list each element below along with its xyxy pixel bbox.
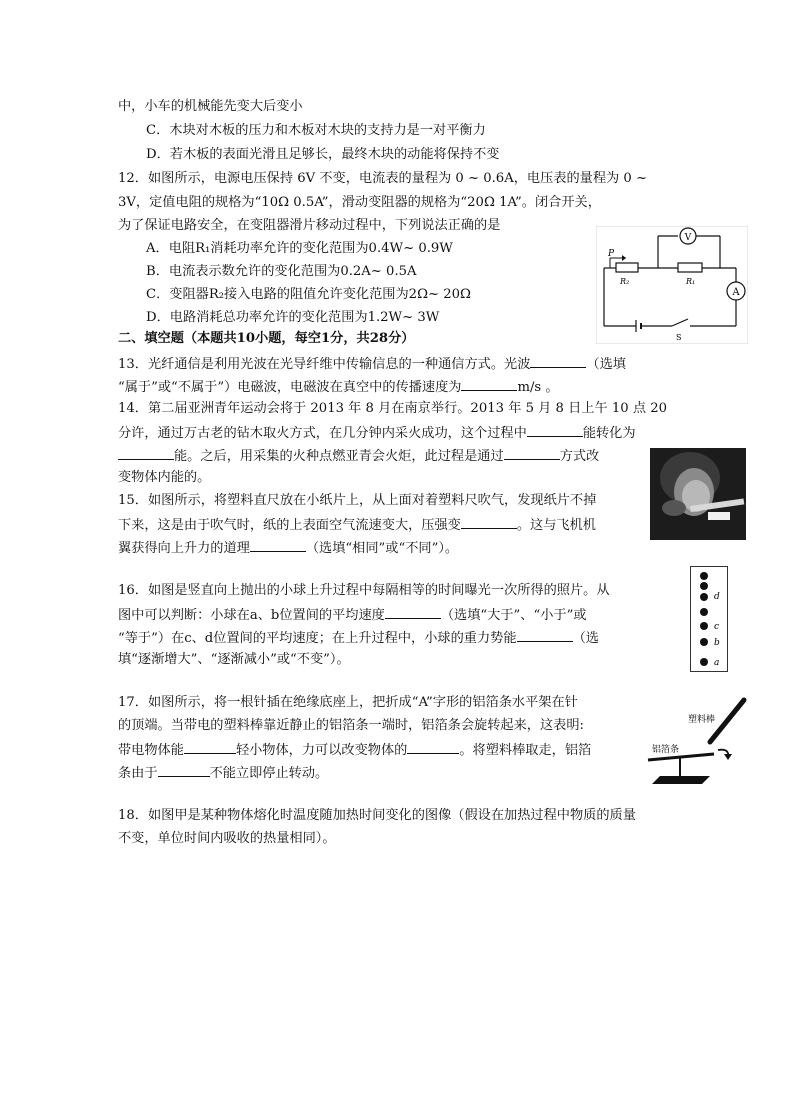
q16-line-3: [118, 628, 599, 648]
q15-text: 翼获得向上升力的道理: [118, 541, 250, 556]
blowing-ruler-photo: [650, 448, 746, 540]
q17-line-4: [118, 763, 328, 783]
resistor-r2: [616, 263, 638, 272]
q16-text: 图中可以判断：小球在a、b位置间的平均速度: [118, 608, 385, 623]
q16-line-2: [118, 605, 587, 625]
q16-line-4: 填“逐渐增大”、“逐渐减小”或“不变”）。: [118, 652, 350, 667]
ball-label-d: d: [714, 592, 720, 602]
q17-text: 。将塑料棒取走，铝箔: [459, 743, 592, 758]
q16-line-1: 16．如图是竖直向上抛出的小球上升过程中每隔相等的时间曝光一次所得的照片。从: [118, 583, 610, 598]
q12-option-c: C．变阻器R₂接入电路的阻值允许变化范围为2Ω~ 20Ω: [146, 287, 471, 302]
q12-stem-2: 3V，定值电阻的规格为“10Ω 0.5A”，滑动变阻器的规格为“20Ω 1A”。闭合开关，: [118, 195, 601, 210]
q17-line-2: 的顶端。当带电的塑料棒靠近静止的铝箔条一端时，铝箔条会旋转起来，这表明:: [118, 718, 585, 733]
voltmeter-label: V: [684, 233, 692, 243]
q14-text: 方式改: [559, 449, 600, 464]
ball-icon: [700, 608, 708, 616]
ball-exposure-photo: [690, 566, 728, 672]
q17-text: 带电物体能: [118, 743, 184, 758]
resistor-r1: [678, 263, 702, 272]
q17-text: 条由于: [118, 766, 158, 781]
q13-text: （选填: [586, 357, 626, 372]
ball-icon: [700, 572, 708, 580]
r1-label: R₁: [686, 277, 696, 286]
ball-label-c: c: [714, 622, 720, 632]
q12-option-b: B．电流表示数允许的变化范围为0.2A~ 0.5A: [146, 264, 417, 279]
q15-line-2: [118, 515, 596, 535]
q14-line-2: [118, 423, 636, 443]
q14-line-3: [118, 446, 599, 466]
q14-line-1: 14．第二届亚洲青年运动会将于 2013 年 8 月在南京举行。2013 年 5 月 8 日上午 10 点 20: [118, 401, 667, 416]
ball-icon: [700, 638, 708, 646]
foil-rotation-figure: [644, 692, 748, 788]
q11-option-c: C．木块对木板的压力和木板对木块的支持力是一对平衡力: [146, 123, 486, 138]
switch-icon: [672, 319, 688, 326]
q14-blank-3[interactable]: [504, 446, 560, 460]
q13-blank-2[interactable]: [461, 377, 517, 391]
line-q11-cont: 中，小车的机械能先变大后变小: [118, 99, 303, 114]
q13-text: “属于”或“不属于”）电磁波，电磁波在真空中的传播速度为: [118, 380, 462, 395]
q15-blank-1[interactable]: [461, 515, 517, 529]
q13-text: m/s 。: [517, 380, 559, 395]
q15-text: （选填“相同”或“不同”）。: [305, 541, 459, 556]
q16-text: “等于”）在c、d位置间的平均速度；在上升过程中，小球的重力势能: [118, 631, 517, 646]
q12-option-a: A．电阻R₁消耗功率允许的变化范围为0.4W~ 0.9W: [146, 241, 453, 256]
ball-icon: [700, 593, 708, 601]
switch-label: S: [676, 333, 682, 342]
ammeter-label: A: [732, 287, 740, 298]
q14-blank-1[interactable]: [527, 423, 583, 437]
q16-text: （选填“大于”、“小于”或: [440, 608, 587, 623]
circuit-diagram: [596, 226, 748, 344]
q13-blank-1[interactable]: [530, 354, 586, 368]
ball-icon: [700, 622, 708, 630]
q16-blank-1[interactable]: [385, 605, 441, 619]
ball-label-b: b: [714, 638, 720, 648]
q15-line-1: 15．如图所示，将塑料直尺放在小纸片上，从上面对着塑料尺吹气，发现纸片不掉: [118, 493, 597, 508]
q17-line-3: [118, 740, 591, 760]
q15-text: 。这与飞机机: [516, 518, 596, 533]
q17-blank-3[interactable]: [158, 763, 210, 777]
q14-blank-2[interactable]: [118, 446, 174, 460]
q18-line-2: 不变，单位时间内吸收的热量相同）。: [118, 831, 336, 846]
ball-icon: [700, 582, 708, 590]
paper-icon: [708, 512, 730, 520]
q15-blank-2[interactable]: [250, 538, 306, 552]
base-icon: [652, 776, 710, 784]
q15-line-3: [118, 538, 458, 558]
q12-stem-3: 为了保证电路安全，在变阻器滑片移动过程中，下列说法正确的是: [118, 218, 501, 233]
rod-label: 塑料棒: [688, 715, 716, 725]
q12-option-d: D．电路消耗总功率允许的变化范围为1.2W~ 3W: [146, 310, 440, 325]
q13-line-2: [118, 377, 559, 397]
section-fill-in-title: 二、填空题（本题共10小题，每空1分，共28分）: [118, 331, 415, 346]
q16-blank-2[interactable]: [517, 628, 573, 642]
q17-line-1: 17．如图所示，将一根针插在绝缘底座上，把折成“A”字形的铝箔条水平架在针: [118, 695, 578, 710]
slider-label: P: [608, 249, 615, 259]
r2-label: R₂: [620, 277, 630, 286]
q17-blank-2[interactable]: [407, 740, 459, 754]
ball-label-a: a: [714, 658, 720, 668]
foil-label: 铝箔条: [652, 745, 680, 755]
q16-text: （选: [572, 631, 599, 646]
q12-stem-1: 12．如图所示，电源电压保持 6V 不变，电流表的量程为 0 ~ 0.6A，电压表的量程为 0 ~: [118, 171, 648, 186]
q13-line-1: [118, 354, 626, 374]
q14-line-4: 变物体内能的。: [118, 470, 211, 485]
q15-text: 下来，这是由于吹气时，纸的上表面空气流速变大，压强变: [118, 518, 461, 533]
q17-text: 轻小物体，力可以改变物体的: [235, 743, 408, 758]
q14-text: 能。之后，用采集的火种点燃亚青会火炬，此过程是通过: [174, 449, 504, 464]
q18-line-1: 18．如图甲是某种物体熔化时温度随加热时间变化的图像（假设在加热过程中物质的质量: [118, 808, 636, 823]
q13-text: 13．光纤通信是利用光波在光导纤维中传输信息的一种通信方式。光波: [118, 357, 531, 372]
plastic-rod-icon: [710, 700, 744, 742]
q17-text: 不能立即停止转动。: [209, 766, 329, 781]
q11-option-d: D．若木板的表面光滑且足够长，最终木块的动能将保持不变: [146, 147, 500, 162]
ball-icon: [700, 658, 708, 666]
q14-text: 能转化为: [582, 426, 636, 441]
q17-blank-1[interactable]: [184, 740, 236, 754]
q14-text: 分许，通过万古老的钻木取火方式，在几分钟内采火成功，这个过程中: [118, 426, 527, 441]
